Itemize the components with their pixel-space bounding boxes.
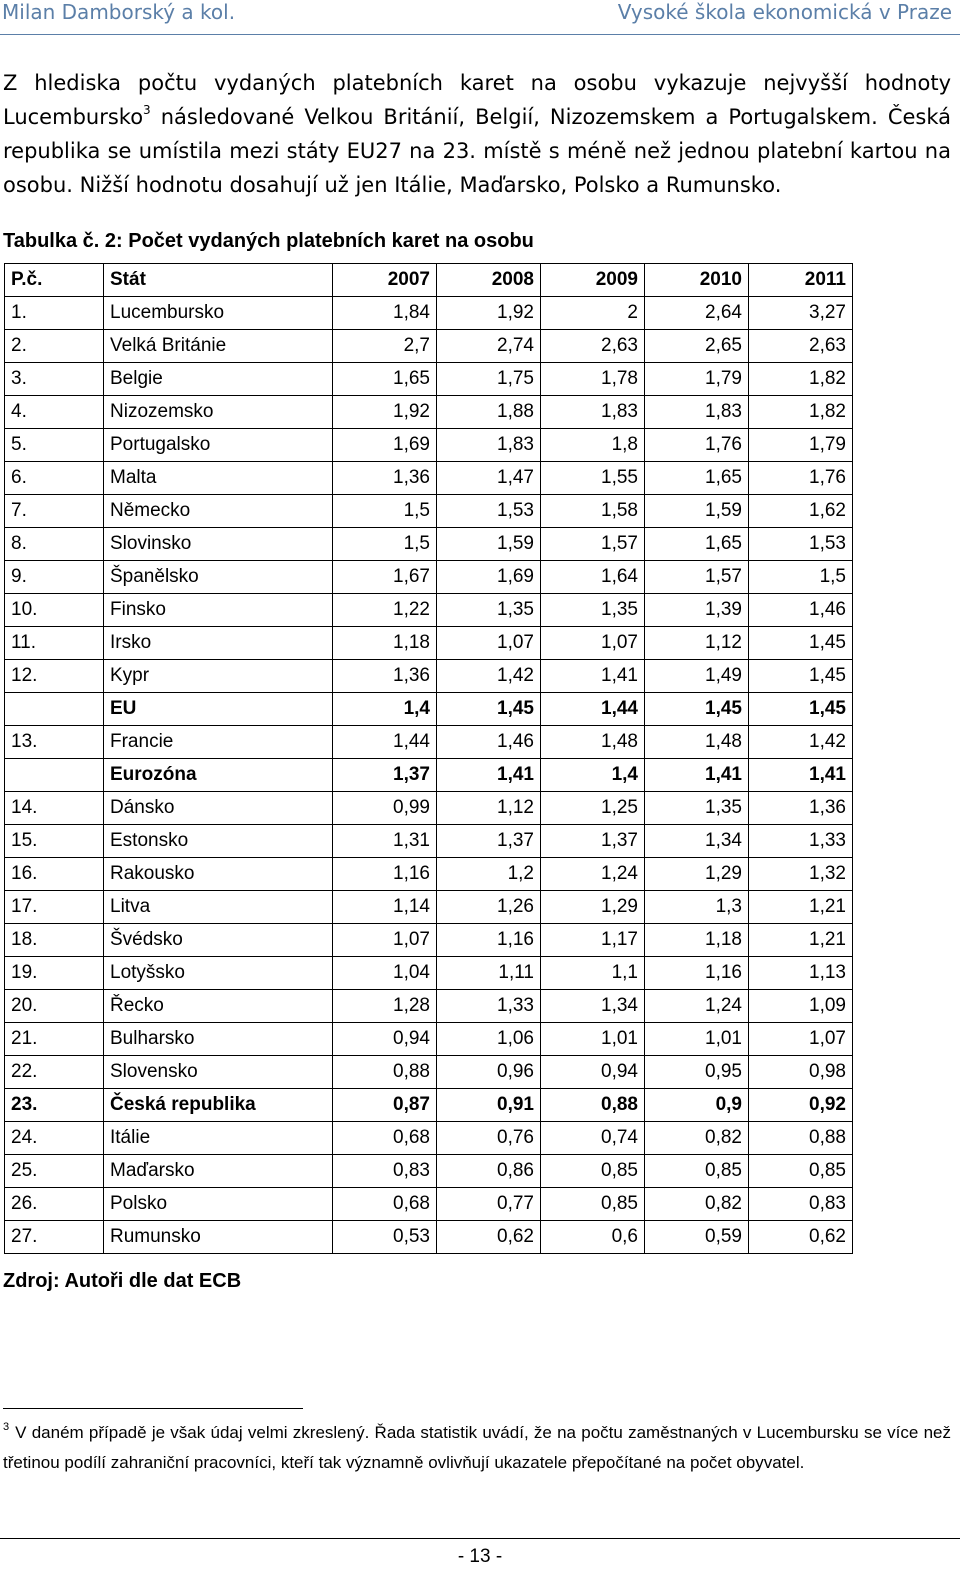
value-2008: 1,75: [437, 363, 541, 396]
value-2009: 0,85: [541, 1155, 645, 1188]
row-state: Itálie: [104, 1122, 333, 1155]
row-rank: 20.: [5, 990, 104, 1023]
table-row: [5, 330, 853, 363]
value-2010: 1,35: [645, 792, 749, 825]
value-2010: 1,24: [645, 990, 749, 1023]
value-2008: 1,46: [437, 726, 541, 759]
value-2009: 1,58: [541, 495, 645, 528]
value-2010: 0,85: [645, 1155, 749, 1188]
value-2007: 0,68: [333, 1188, 437, 1221]
table-row: [5, 1155, 853, 1188]
value-2008: 0,96: [437, 1056, 541, 1089]
row-state: Estonsko: [104, 825, 333, 858]
value-2008: 1,69: [437, 561, 541, 594]
row-state: Česká republika: [104, 1089, 333, 1122]
value-2007: 1,16: [333, 858, 437, 891]
table-row: [5, 726, 853, 759]
row-rank: 23.: [5, 1089, 104, 1122]
value-2007: 1,04: [333, 957, 437, 990]
row-state: Belgie: [104, 363, 333, 396]
header-authors: Milan Damborský a kol.: [2, 0, 236, 24]
paragraph-text-end: následované Velkou Británií, Belgií, Nizozemskem a Portugalskem. Česká republika se umístila mezi státy EU27 na 23. místě s méně než jednou platební kartou na osobu. Nižší hodnotu dosahují už jen Itálie, Maďarsko, Polsko a Rumunsko.: [3, 105, 951, 197]
row-state: Lucembursko: [104, 297, 333, 330]
value-2008: 1,92: [437, 297, 541, 330]
row-state: Litva: [104, 891, 333, 924]
value-2007: 0,99: [333, 792, 437, 825]
value-2011: 1,45: [749, 627, 853, 660]
row-rank: 25.: [5, 1155, 104, 1188]
value-2009: 1,01: [541, 1023, 645, 1056]
footnote-mark: 3: [3, 1421, 10, 1433]
table-row: [5, 957, 853, 990]
value-2008: 1,07: [437, 627, 541, 660]
header-2010: 2010: [645, 264, 749, 297]
value-2008: 1,59: [437, 528, 541, 561]
value-2011: 1,21: [749, 924, 853, 957]
value-2010: 1,39: [645, 594, 749, 627]
table-row: [5, 1188, 853, 1221]
row-state: Rakousko: [104, 858, 333, 891]
value-2010: 1,3: [645, 891, 749, 924]
table-row: [5, 1023, 853, 1056]
row-state: Slovinsko: [104, 528, 333, 561]
row-rank: 22.: [5, 1056, 104, 1089]
value-2009: 1,41: [541, 660, 645, 693]
row-rank: [5, 759, 104, 792]
row-rank: 12.: [5, 660, 104, 693]
value-2008: 1,35: [437, 594, 541, 627]
value-2008: 1,45: [437, 693, 541, 726]
value-2011: 1,45: [749, 693, 853, 726]
value-2010: 1,16: [645, 957, 749, 990]
page-number: - 13 -: [457, 1546, 503, 1567]
row-state: Kypr: [104, 660, 333, 693]
row-state: Nizozemsko: [104, 396, 333, 429]
value-2011: 1,46: [749, 594, 853, 627]
row-rank: 17.: [5, 891, 104, 924]
value-2010: 1,12: [645, 627, 749, 660]
table-body: [5, 297, 853, 1254]
row-state: Polsko: [104, 1188, 333, 1221]
value-2009: 1,57: [541, 528, 645, 561]
value-2010: 1,01: [645, 1023, 749, 1056]
value-2007: 0,94: [333, 1023, 437, 1056]
value-2007: 1,36: [333, 462, 437, 495]
body-paragraph: [3, 66, 951, 202]
value-2010: 0,95: [645, 1056, 749, 1089]
table-row: [5, 759, 853, 792]
value-2009: 0,88: [541, 1089, 645, 1122]
header-institution: Vysoké škola ekonomická v Praze: [617, 0, 952, 24]
value-2008: 1,53: [437, 495, 541, 528]
value-2008: 1,11: [437, 957, 541, 990]
row-state: Malta: [104, 462, 333, 495]
value-2007: 1,5: [333, 528, 437, 561]
table-row: [5, 297, 853, 330]
value-2009: 0,74: [541, 1122, 645, 1155]
row-rank: 19.: [5, 957, 104, 990]
row-state: Švédsko: [104, 924, 333, 957]
table-row: [5, 627, 853, 660]
value-2011: 0,62: [749, 1221, 853, 1254]
header-2008: 2008: [437, 264, 541, 297]
row-rank: 8.: [5, 528, 104, 561]
value-2009: 1,4: [541, 759, 645, 792]
row-rank: 5.: [5, 429, 104, 462]
row-rank: 9.: [5, 561, 104, 594]
row-state: Lotyšsko: [104, 957, 333, 990]
value-2010: 1,65: [645, 528, 749, 561]
row-state: Dánsko: [104, 792, 333, 825]
table-row: [5, 363, 853, 396]
table-row: [5, 396, 853, 429]
value-2007: 1,22: [333, 594, 437, 627]
row-state: Slovensko: [104, 1056, 333, 1089]
value-2009: 1,29: [541, 891, 645, 924]
table-header-row: [5, 264, 853, 297]
value-2008: 0,86: [437, 1155, 541, 1188]
value-2010: 0,82: [645, 1122, 749, 1155]
value-2008: 1,16: [437, 924, 541, 957]
value-2011: 1,36: [749, 792, 853, 825]
table-row: [5, 1221, 853, 1254]
value-2009: 1,34: [541, 990, 645, 1023]
value-2010: 1,45: [645, 693, 749, 726]
value-2009: 1,44: [541, 693, 645, 726]
value-2007: 1,4: [333, 693, 437, 726]
row-state: Eurozóna: [104, 759, 333, 792]
value-2007: 0,68: [333, 1122, 437, 1155]
row-rank: 15.: [5, 825, 104, 858]
value-2008: 0,91: [437, 1089, 541, 1122]
value-2008: 1,42: [437, 660, 541, 693]
value-2009: 1,17: [541, 924, 645, 957]
footnote-divider: [3, 1408, 303, 1409]
row-state: Španělsko: [104, 561, 333, 594]
value-2011: 1,07: [749, 1023, 853, 1056]
table-row: [5, 924, 853, 957]
value-2011: 1,62: [749, 495, 853, 528]
value-2010: 1,59: [645, 495, 749, 528]
value-2007: 1,18: [333, 627, 437, 660]
value-2010: 0,82: [645, 1188, 749, 1221]
value-2011: 1,09: [749, 990, 853, 1023]
value-2009: 1,8: [541, 429, 645, 462]
value-2007: 2,7: [333, 330, 437, 363]
value-2007: 0,83: [333, 1155, 437, 1188]
header-2009: 2009: [541, 264, 645, 297]
value-2011: 1,76: [749, 462, 853, 495]
value-2011: 1,21: [749, 891, 853, 924]
value-2010: 2,64: [645, 297, 749, 330]
value-2010: 1,29: [645, 858, 749, 891]
row-rank: 3.: [5, 363, 104, 396]
page-header: [0, 0, 960, 34]
value-2010: 0,9: [645, 1089, 749, 1122]
table-row: [5, 693, 853, 726]
value-2008: 0,62: [437, 1221, 541, 1254]
table-row: [5, 495, 853, 528]
value-2008: 1,37: [437, 825, 541, 858]
row-state: Řecko: [104, 990, 333, 1023]
row-rank: 27.: [5, 1221, 104, 1254]
value-2010: 1,49: [645, 660, 749, 693]
table-row: [5, 792, 853, 825]
value-2011: 3,27: [749, 297, 853, 330]
value-2009: 0,85: [541, 1188, 645, 1221]
table-row: [5, 528, 853, 561]
value-2008: 1,83: [437, 429, 541, 462]
value-2010: 1,83: [645, 396, 749, 429]
value-2011: 1,53: [749, 528, 853, 561]
cards-table: [4, 263, 853, 1254]
value-2009: 1,37: [541, 825, 645, 858]
value-2011: 1,82: [749, 363, 853, 396]
footnote: [3, 1418, 951, 1478]
value-2008: 0,77: [437, 1188, 541, 1221]
value-2007: 0,87: [333, 1089, 437, 1122]
row-rank: 13.: [5, 726, 104, 759]
value-2010: 1,34: [645, 825, 749, 858]
value-2011: 1,42: [749, 726, 853, 759]
page-footer-divider: [0, 1538, 960, 1539]
value-2010: 1,76: [645, 429, 749, 462]
row-rank: [5, 693, 104, 726]
value-2011: 1,5: [749, 561, 853, 594]
row-state: Portugalsko: [104, 429, 333, 462]
footnote-text: V daném případě je však údaj velmi zkreslený. Řada statistik uvádí, že na počtu zaměstnaných v Lucembursku se více než třetinou podílí zahraniční pracovníci, kteří tak významně ovlivňují ukazatele přepočítané na počet obyvatel.: [3, 1423, 951, 1472]
row-rank: 4.: [5, 396, 104, 429]
row-state: Maďarsko: [104, 1155, 333, 1188]
table-row: [5, 891, 853, 924]
row-rank: 10.: [5, 594, 104, 627]
value-2011: 2,63: [749, 330, 853, 363]
row-state: Irsko: [104, 627, 333, 660]
header-2007: 2007: [333, 264, 437, 297]
value-2011: 1,33: [749, 825, 853, 858]
value-2007: 1,65: [333, 363, 437, 396]
table-row: [5, 1122, 853, 1155]
row-rank: 24.: [5, 1122, 104, 1155]
row-state: Bulharsko: [104, 1023, 333, 1056]
table-source: Zdroj: Autoři dle dat ECB: [3, 1270, 242, 1292]
table-row: [5, 660, 853, 693]
row-rank: 11.: [5, 627, 104, 660]
value-2009: 1,24: [541, 858, 645, 891]
value-2009: 0,94: [541, 1056, 645, 1089]
value-2010: 0,59: [645, 1221, 749, 1254]
value-2007: 0,53: [333, 1221, 437, 1254]
row-rank: 6.: [5, 462, 104, 495]
table-row: [5, 825, 853, 858]
value-2008: 1,06: [437, 1023, 541, 1056]
table-row: [5, 429, 853, 462]
row-state: EU: [104, 693, 333, 726]
table-row: [5, 990, 853, 1023]
value-2009: 1,1: [541, 957, 645, 990]
value-2011: 0,92: [749, 1089, 853, 1122]
value-2011: 0,85: [749, 1155, 853, 1188]
table-row: [5, 462, 853, 495]
value-2007: 1,92: [333, 396, 437, 429]
value-2008: 1,12: [437, 792, 541, 825]
row-rank: 7.: [5, 495, 104, 528]
row-state: Velká Británie: [104, 330, 333, 363]
value-2009: 1,83: [541, 396, 645, 429]
row-state: Francie: [104, 726, 333, 759]
value-2007: 1,28: [333, 990, 437, 1023]
value-2009: 1,07: [541, 627, 645, 660]
value-2009: 1,25: [541, 792, 645, 825]
value-2009: 1,48: [541, 726, 645, 759]
table-row: [5, 1089, 853, 1122]
value-2008: 1,26: [437, 891, 541, 924]
value-2010: 1,57: [645, 561, 749, 594]
row-rank: 26.: [5, 1188, 104, 1221]
value-2008: 1,47: [437, 462, 541, 495]
table-caption: Tabulka č. 2: Počet vydaných platebních karet na osobu: [3, 230, 534, 252]
value-2011: 1,45: [749, 660, 853, 693]
value-2008: 1,41: [437, 759, 541, 792]
value-2011: 1,32: [749, 858, 853, 891]
value-2007: 1,07: [333, 924, 437, 957]
value-2008: 1,88: [437, 396, 541, 429]
row-rank: 16.: [5, 858, 104, 891]
value-2010: 1,79: [645, 363, 749, 396]
value-2010: 2,65: [645, 330, 749, 363]
row-state: Německo: [104, 495, 333, 528]
value-2010: 1,41: [645, 759, 749, 792]
row-rank: 18.: [5, 924, 104, 957]
value-2009: 0,6: [541, 1221, 645, 1254]
header-state: Stát: [104, 264, 333, 297]
value-2011: 1,82: [749, 396, 853, 429]
value-2011: 1,41: [749, 759, 853, 792]
table-row: [5, 561, 853, 594]
value-2008: 1,33: [437, 990, 541, 1023]
value-2010: 1,65: [645, 462, 749, 495]
value-2007: 1,31: [333, 825, 437, 858]
row-rank: 14.: [5, 792, 104, 825]
table-row: [5, 858, 853, 891]
value-2007: 1,44: [333, 726, 437, 759]
value-2009: 1,35: [541, 594, 645, 627]
row-state: Finsko: [104, 594, 333, 627]
value-2009: 1,55: [541, 462, 645, 495]
value-2007: 1,69: [333, 429, 437, 462]
row-state: Rumunsko: [104, 1221, 333, 1254]
paragraph-text-start: Z hlediska počtu vydaných platebních karet na osobu vykazuje nejvyšší hodnoty Lucembursko: [3, 71, 951, 129]
value-2011: 0,88: [749, 1122, 853, 1155]
value-2011: 0,98: [749, 1056, 853, 1089]
header-rank: P.č.: [5, 264, 104, 297]
value-2009: 1,64: [541, 561, 645, 594]
row-rank: 21.: [5, 1023, 104, 1056]
value-2007: 0,88: [333, 1056, 437, 1089]
value-2007: 1,37: [333, 759, 437, 792]
row-rank: 1.: [5, 297, 104, 330]
value-2007: 1,5: [333, 495, 437, 528]
table-row: [5, 594, 853, 627]
value-2008: 1,2: [437, 858, 541, 891]
value-2011: 1,13: [749, 957, 853, 990]
row-rank: 2.: [5, 330, 104, 363]
header-2011: 2011: [749, 264, 853, 297]
value-2010: 1,18: [645, 924, 749, 957]
value-2007: 1,84: [333, 297, 437, 330]
value-2007: 1,67: [333, 561, 437, 594]
value-2010: 1,48: [645, 726, 749, 759]
value-2009: 1,78: [541, 363, 645, 396]
value-2009: 2: [541, 297, 645, 330]
footnote-reference: 3: [143, 103, 151, 117]
value-2011: 0,83: [749, 1188, 853, 1221]
value-2009: 2,63: [541, 330, 645, 363]
table-row: [5, 1056, 853, 1089]
value-2008: 2,74: [437, 330, 541, 363]
value-2007: 1,14: [333, 891, 437, 924]
header-divider: [0, 34, 960, 35]
value-2008: 0,76: [437, 1122, 541, 1155]
value-2011: 1,79: [749, 429, 853, 462]
value-2007: 1,36: [333, 660, 437, 693]
